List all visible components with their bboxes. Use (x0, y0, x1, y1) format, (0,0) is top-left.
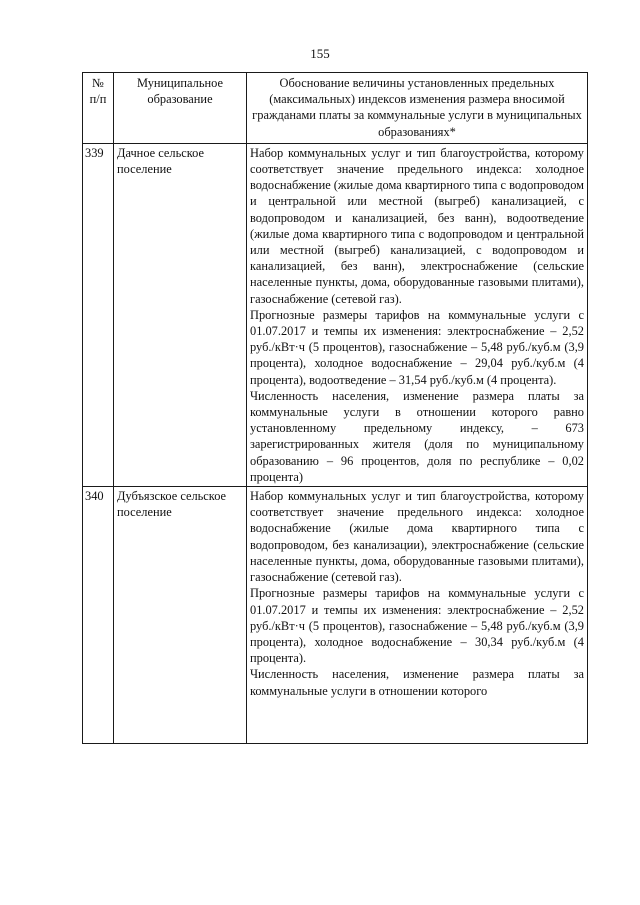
municipality-name: Дачное сельское поселение (114, 143, 247, 486)
justification-cell (247, 143, 588, 486)
tariffs-paragraph: Прогнозные размеры тарифов на коммунальные услуги с 01.07.2017 и темпы их изменения: электроснабжение – 2,52 руб./кВт·ч (5 процентов), газоснабжение – 5,48 руб./куб.м (3,9 процента), холодное водоснабжение – 30,34 руб./куб.м (4 процента). (250, 586, 584, 666)
header-justification: Обоснование величины установленных предельных (максимальных) индексов изменения размера вносимой гражданами платы за коммунальные услуги в муниципальных образованиях* (247, 73, 588, 144)
row-number: 339 (83, 143, 114, 486)
table-row (83, 143, 588, 486)
services-paragraph: Набор коммунальных услуг и тип благоустройства, которому соответствует значение предельного индекса: холодное водоснабжение (жилые дома квартирного типа с водопроводом и центральной или местной (выгреб) канализацией, с водопроводом и канализацией, без ванн), водоотведение (жилые дома квартирного типа с водопроводом и центральной или местной (выгреб) канализацией, с водопроводом и канализацией, без ванн), электроснабжение (сельские населенные пункты, дома, оборудованные газовыми плитами), газоснабжение (сетевой газ). (250, 145, 584, 306)
header-num: № п/п (83, 73, 114, 144)
tariffs-paragraph: Прогнозные размеры тарифов на коммунальные услуги с 01.07.2017 и темпы их изменения: электроснабжение – 2,52 руб./кВт·ч (5 процентов), газоснабжение – 5,48 руб./куб.м (3,9 процента), холодное водоснабжение – 29,04 руб./куб.м (4 процента), водоотведение – 31,54 руб./куб.м (4 процента). (250, 307, 584, 387)
table-row (83, 487, 588, 744)
justification-content (250, 488, 584, 742)
page-number: 155 (310, 46, 330, 61)
justification-cell (247, 487, 588, 744)
row-number: 340 (83, 487, 114, 744)
population-paragraph: Численность населения, изменение размера платы за коммунальные услуги в отношении которого (250, 667, 584, 698)
header-municipality: Муниципальное образование (114, 73, 247, 144)
table-header-row (83, 73, 588, 144)
municipality-name: Дубъязское сельское поселение (114, 487, 247, 744)
services-paragraph: Набор коммунальных услуг и тип благоустройства, которому соответствует значение предельного индекса: холодное водоснабжение (жилые дома квартирного типа с водопроводом, без канализации), электроснабжение (сельские населенные пункты, дома, оборудованные газовыми плитами), газоснабжение (сетевой газ). (250, 489, 584, 585)
population-paragraph: Численность населения, изменение размера платы за коммунальные услуги в отношении которого равно установленному предельному индексу, – 673 зарегистрированных жителя (доля по муниципальному образованию – 96 процентов, доля по республике – 0,02 процента) (250, 388, 584, 484)
tariff-index-table (82, 72, 588, 744)
